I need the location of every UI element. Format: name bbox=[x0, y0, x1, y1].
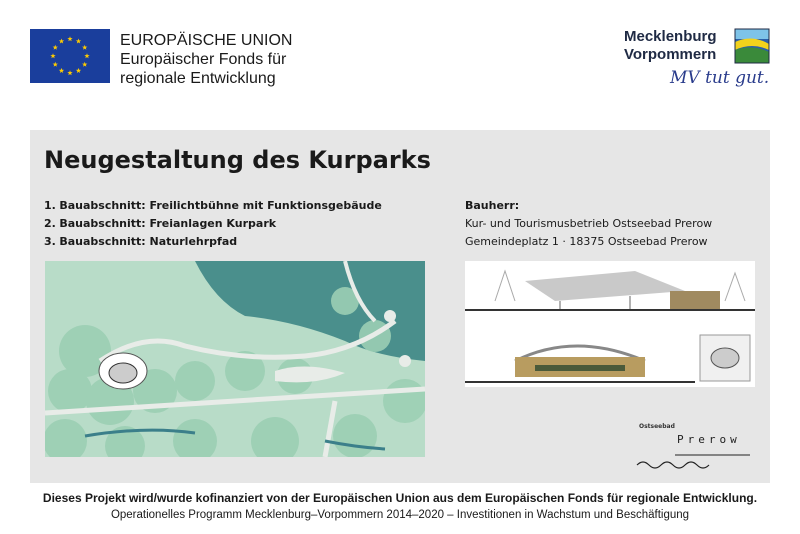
client-address: Gemeindeplatz 1 · 18375 Ostseebad Prerow bbox=[465, 235, 708, 248]
step-label: Bauabschnitt: Freilichtbühne mit Funktionsgebäude bbox=[59, 199, 382, 212]
mv-name-line-2: Vorpommern bbox=[624, 46, 717, 63]
client-info bbox=[465, 197, 712, 251]
eu-line-1: EUROPÄISCHE UNION bbox=[120, 32, 293, 49]
mv-slogan: MV tut gut. bbox=[670, 68, 770, 88]
mv-name bbox=[624, 28, 717, 64]
prerow-logo-name: Prerow bbox=[677, 433, 741, 446]
eu-line-3: regionale Entwicklung bbox=[120, 70, 276, 87]
step-item bbox=[44, 233, 382, 251]
wave-icon bbox=[635, 451, 755, 471]
section-drawings-image bbox=[465, 261, 755, 387]
eu-line-2: Europäischer Fonds für bbox=[120, 51, 287, 68]
step-label: Bauabschnitt: Naturlehrpfad bbox=[59, 235, 238, 248]
step-label: Bauabschnitt: Freianlagen Kurpark bbox=[59, 217, 277, 230]
page-title: Neugestaltung des Kurparks bbox=[44, 146, 431, 174]
step-number: 1. bbox=[44, 199, 56, 212]
mv-landscape-icon bbox=[734, 28, 770, 68]
program-notice: Operationelles Programm Mecklenburg–Vorpommern 2014–2020 – Investitionen in Wachstum und Beschäftigung bbox=[110, 509, 690, 521]
client-name: Kur- und Tourismusbetrieb Ostseebad Prerow bbox=[465, 217, 713, 230]
step-item bbox=[44, 215, 382, 233]
mv-name-line-1: Mecklenburg bbox=[624, 28, 717, 45]
mv-logo bbox=[620, 28, 770, 94]
funding-notice: Dieses Projekt wird/wurde kofinanziert von der Europäischen Union aus dem Europäischen Fonds für regionale Entwicklung. bbox=[42, 491, 758, 505]
project-panel bbox=[30, 130, 770, 483]
step-item bbox=[44, 197, 382, 215]
prerow-logo-small: Ostseebad bbox=[639, 423, 675, 430]
eu-fund-text bbox=[120, 31, 292, 88]
step-number: 3. bbox=[44, 235, 56, 248]
construction-steps bbox=[44, 197, 382, 251]
eu-flag-logo bbox=[30, 29, 110, 83]
eu-stars-icon bbox=[30, 29, 110, 83]
site-plan-image bbox=[45, 261, 425, 457]
prerow-logo bbox=[635, 423, 755, 473]
step-number: 2. bbox=[44, 217, 56, 230]
client-heading: Bauherr: bbox=[465, 199, 520, 212]
